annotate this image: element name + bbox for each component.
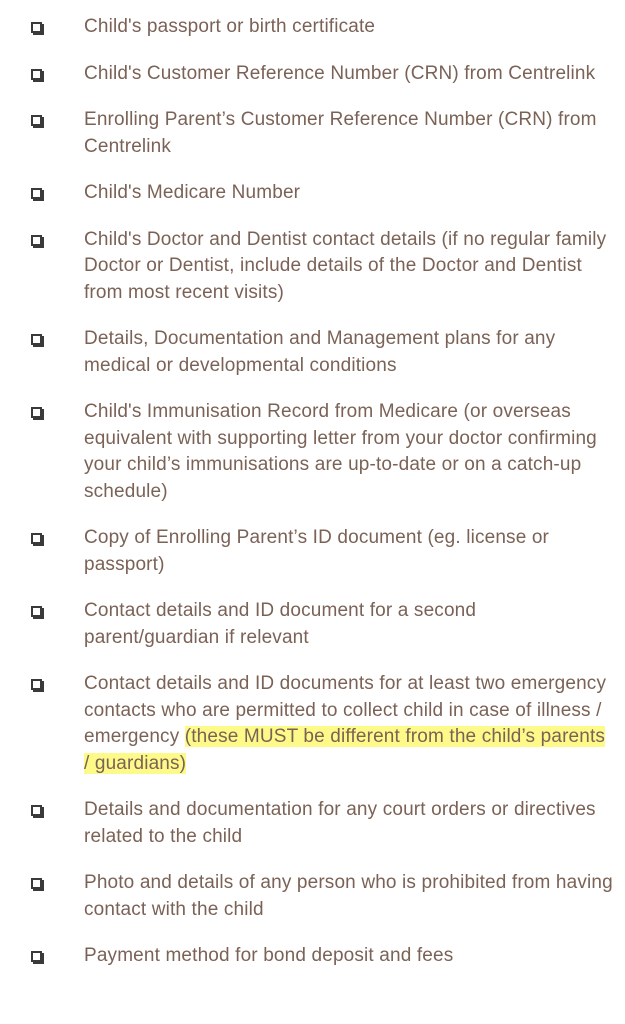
checklist-item bbox=[0, 180, 625, 207]
checklist-item-text: Child's Medicare Number bbox=[84, 182, 301, 203]
checkbox-icon bbox=[31, 69, 42, 80]
checklist-item-text: Contact details and ID documents for at least two emergency contacts who are permitted to collect child in case of illness / emergency bbox=[84, 673, 607, 747]
checklist-item bbox=[0, 525, 625, 578]
checklist-item bbox=[0, 943, 625, 970]
checkbox-icon bbox=[31, 22, 42, 33]
document-checklist bbox=[0, 14, 625, 990]
checkbox-icon bbox=[31, 533, 42, 544]
checklist-item-text: Child's Immunisation Record from Medicare (or overseas equivalent with supporting letter from your doctor confirming your child’s immunisations are up-to-date or on a catch-up schedule) bbox=[84, 401, 597, 502]
checklist-item bbox=[0, 107, 625, 160]
checklist-item bbox=[0, 326, 625, 379]
checkbox-icon bbox=[31, 606, 42, 617]
checklist-item-text: Payment method for bond deposit and fees bbox=[84, 945, 454, 966]
checkbox-icon bbox=[31, 188, 42, 199]
checklist-item bbox=[0, 870, 625, 923]
checklist-item-text: Child's Customer Reference Number (CRN) from Centrelink bbox=[84, 62, 596, 84]
checklist-item bbox=[0, 14, 625, 41]
checklist-item bbox=[0, 598, 625, 651]
checklist-item bbox=[0, 797, 625, 850]
highlighted-note: (these MUST be different from the child’s parents / guardians) bbox=[84, 726, 606, 774]
checkbox-icon bbox=[31, 805, 42, 816]
checkbox-icon bbox=[31, 679, 42, 690]
checklist-item-text: Photo and details of any person who is prohibited from having contact with the child bbox=[84, 872, 613, 920]
checklist-item bbox=[0, 61, 625, 88]
checkbox-icon bbox=[31, 235, 42, 246]
checklist-item-text: Enrolling Parent’s Customer Reference Number (CRN) from Centrelink bbox=[84, 109, 597, 157]
checkbox-icon bbox=[31, 407, 42, 418]
checklist-item bbox=[0, 227, 625, 307]
checkbox-icon bbox=[31, 951, 42, 962]
checklist-item bbox=[0, 399, 625, 505]
checklist-item-text: Copy of Enrolling Parent’s ID document (eg. license or passport) bbox=[84, 527, 550, 575]
checklist-item-text: Details, Documentation and Management plans for any medical or developmental conditions bbox=[84, 328, 556, 376]
checklist-item bbox=[0, 671, 625, 777]
checklist-item-text: Details and documentation for any court orders or directives related to the child bbox=[84, 799, 596, 847]
checkbox-icon bbox=[31, 878, 42, 889]
checkbox-icon bbox=[31, 334, 42, 345]
checklist-item-text: Child's Doctor and Dentist contact details (if no regular family Doctor or Dentist, include details of the Doctor and Dentist from most recent visits) bbox=[84, 228, 607, 303]
checkbox-icon bbox=[31, 115, 42, 126]
checklist-item-text: Contact details and ID document for a second parent/guardian if relevant bbox=[84, 600, 477, 648]
checklist-item-text: Child's passport or birth certificate bbox=[84, 16, 376, 37]
